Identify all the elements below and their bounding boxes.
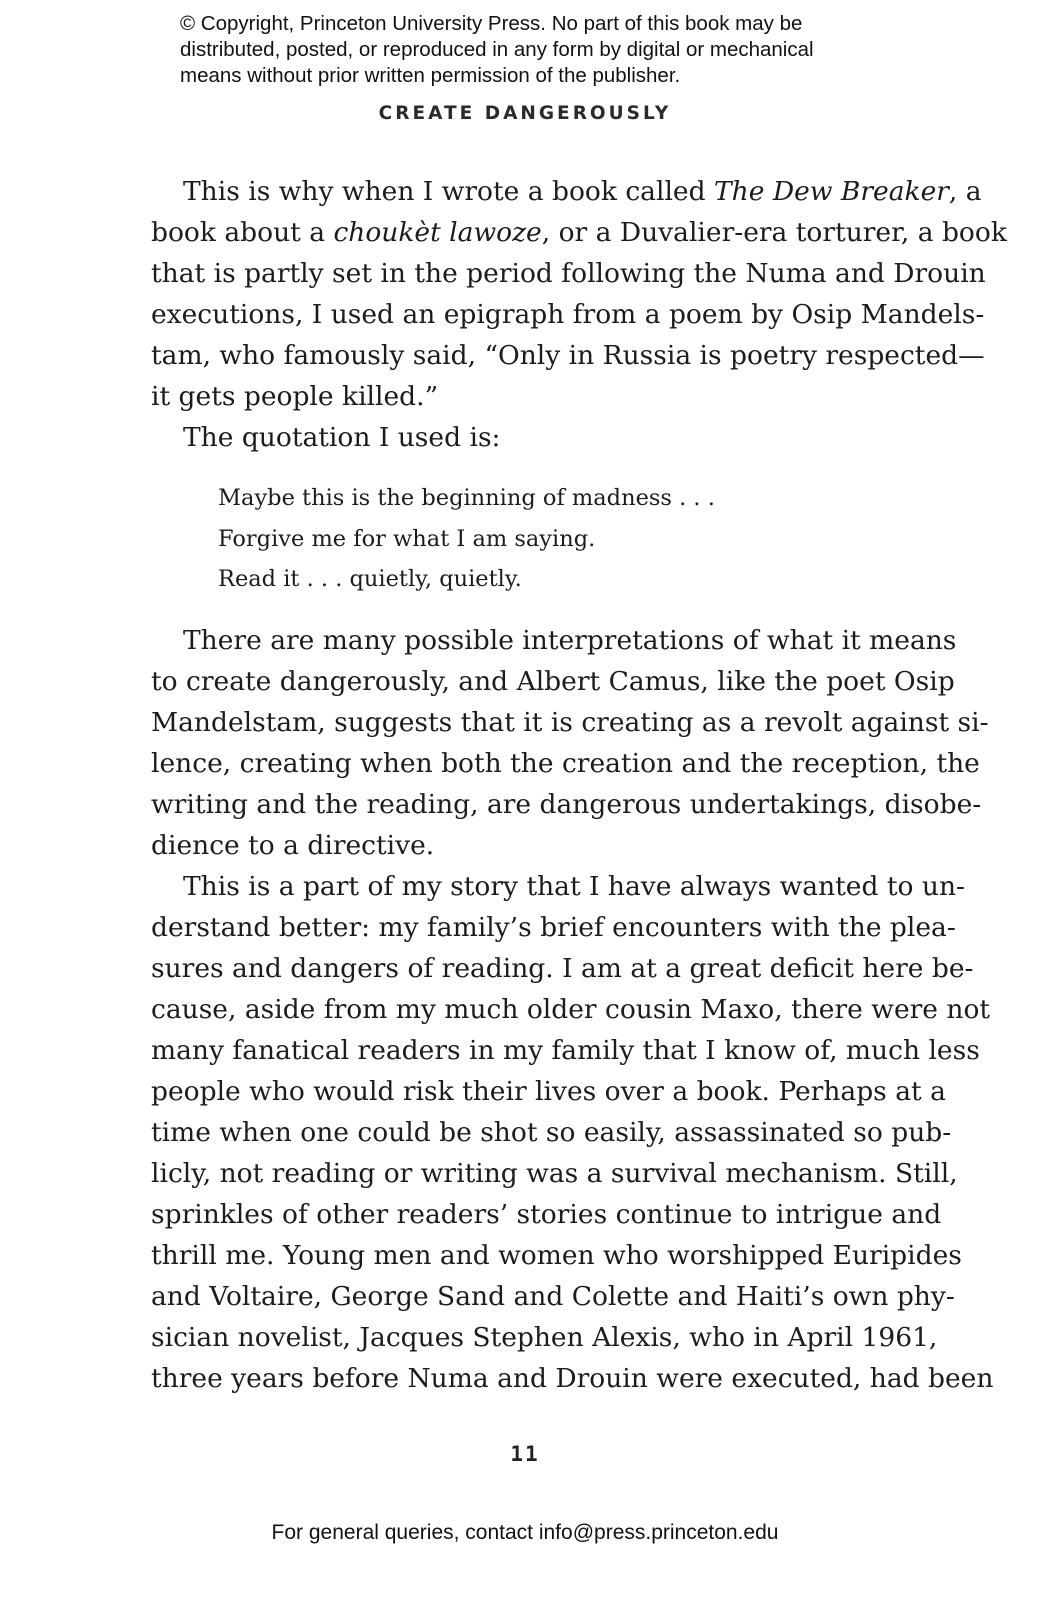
paragraph-3-line: There are many possible interpretations of what it means bbox=[183, 625, 957, 656]
copyright-notice bbox=[180, 11, 900, 89]
paragraph-1-line: tam, who famously said, “Only in Russia is poetry respected— bbox=[151, 340, 985, 371]
epigraph-line: Read it . . . quietly, quietly. bbox=[218, 566, 522, 592]
footer-contact: For general queries, contact info@press.princeton.edu bbox=[271, 1521, 779, 1544]
paragraph-4-line: three years before Numa and Drouin were executed, had been bbox=[151, 1363, 994, 1394]
text-run: book about a bbox=[151, 217, 334, 248]
paragraph-1-line: it gets people killed.” bbox=[151, 381, 439, 412]
paragraph-3-line: lence, creating when both the creation and the reception, the bbox=[151, 748, 980, 779]
text-run: This is why when I wrote a book called bbox=[183, 176, 714, 207]
page-number: 11 bbox=[510, 1442, 540, 1466]
paragraph-1-line: that is partly set in the period following the Numa and Drouin bbox=[151, 258, 986, 289]
creole-term: choukèt lawoze bbox=[333, 217, 542, 248]
paragraph-4-line: derstand better: my family’s brief encounters with the plea- bbox=[151, 912, 956, 943]
paragraph-4-line: people who would risk their lives over a book. Perhaps at a bbox=[151, 1076, 946, 1107]
paragraph-4-line: and Voltaire, George Sand and Colette and Haiti’s own phy- bbox=[151, 1281, 955, 1312]
epigraph-line: Forgive me for what I am saying. bbox=[218, 525, 596, 552]
paragraph-1-line: executions, I used an epigraph from a poem by Osip Mandels- bbox=[151, 299, 985, 330]
copyright-line: © Copyright, Princeton University Press. No part of this book may be bbox=[180, 12, 803, 35]
running-head: CREATE DANGEROUSLY bbox=[378, 103, 672, 124]
paragraph-3-line: Mandelstam, suggests that it is creating as a revolt against si- bbox=[151, 707, 989, 738]
paragraph-4-line: sician novelist, Jacques Stephen Alexis, who in April 1961, bbox=[151, 1322, 938, 1353]
paragraph-4-line: sures and dangers of reading. I am at a great deficit here be- bbox=[151, 953, 974, 984]
paragraph-4-line: many fanatical readers in my family that I know of, much less bbox=[151, 1035, 980, 1066]
copyright-line: distributed, posted, or reproduced in any form by digital or mechanical bbox=[180, 38, 814, 61]
paragraph-3-line: writing and the reading, are dangerous undertakings, disobe- bbox=[151, 789, 982, 820]
paragraph-1-line bbox=[151, 212, 1007, 253]
epigraph-quotation bbox=[218, 478, 715, 600]
book-title: The Dew Breaker bbox=[714, 176, 949, 207]
paragraph-1-line bbox=[151, 171, 982, 212]
paragraph-4-line: thrill me. Young men and women who worshipped Euripides bbox=[151, 1240, 962, 1271]
paragraph-3-line: to create dangerously, and Albert Camus, like the poet Osip bbox=[151, 666, 955, 697]
body-text-upper bbox=[151, 171, 1007, 458]
paragraph-4-line: licly, not reading or writing was a survival mechanism. Still, bbox=[151, 1158, 958, 1189]
paragraph-4-line: cause, aside from my much older cousin Maxo, there were not bbox=[151, 994, 991, 1025]
copyright-line: means without prior written permission of the publisher. bbox=[180, 64, 681, 87]
paragraph-4-line: sprinkles of other readers’ stories continue to intrigue and bbox=[151, 1199, 942, 1230]
paragraph-4-line: time when one could be shot so easily, assassinated so pub- bbox=[151, 1117, 952, 1148]
epigraph-line: Maybe this is the beginning of madness . . . bbox=[218, 485, 715, 511]
text-run: , or a Duvalier-era torturer, a book bbox=[541, 217, 1007, 248]
text-run: , a bbox=[948, 176, 982, 207]
paragraph-3-line: dience to a directive. bbox=[151, 830, 435, 861]
paragraph-4-line: This is a part of my story that I have always wanted to un- bbox=[183, 871, 965, 902]
paragraph-2: The quotation I used is: bbox=[183, 422, 501, 453]
body-text-lower bbox=[151, 620, 994, 1399]
